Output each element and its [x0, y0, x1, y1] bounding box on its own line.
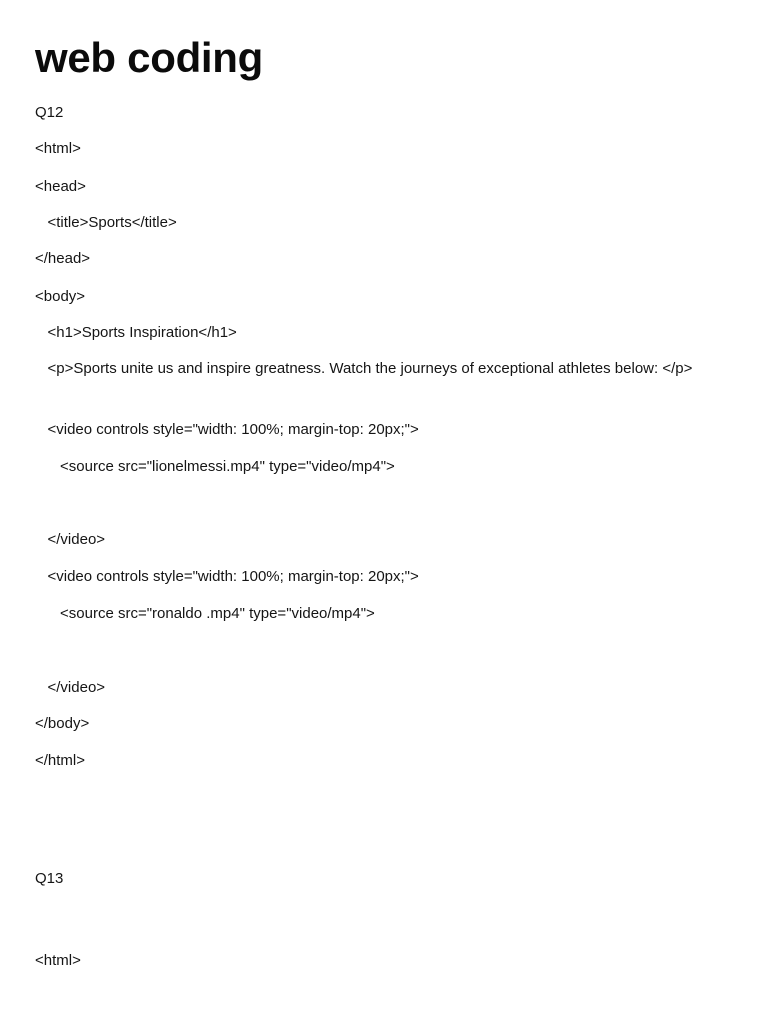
code-line: <source src="ronaldo .mp4" type="video/mp4">	[35, 605, 375, 622]
code-line: </head>	[35, 250, 91, 267]
code-line: <video controls style="width: 100%; margin-top: 20px;">	[35, 421, 419, 438]
code-line: <html>	[35, 140, 81, 157]
code-line: </html>	[35, 752, 86, 769]
question-label-q13: Q13	[35, 870, 64, 887]
code-line: <h1>Sports Inspiration</h1>	[35, 324, 237, 341]
code-line: <html>	[35, 952, 81, 969]
question-label-q12: Q12	[35, 104, 64, 121]
code-line: <source src="lionelmessi.mp4" type="video/mp4">	[35, 458, 395, 475]
code-line: </video>	[35, 531, 106, 548]
code-line: </body>	[35, 715, 90, 732]
document-title: web coding	[35, 34, 264, 81]
code-line: </video>	[35, 679, 106, 696]
code-line: <body>	[35, 288, 86, 305]
code-line: <p>Sports unite us and inspire greatness. Watch the journeys of exceptional athletes below: </p>	[35, 360, 693, 377]
code-line: <video controls style="width: 100%; margin-top: 20px;">	[35, 568, 419, 585]
code-line: <title>Sports</title>	[35, 214, 177, 231]
code-line: <head>	[35, 178, 86, 195]
